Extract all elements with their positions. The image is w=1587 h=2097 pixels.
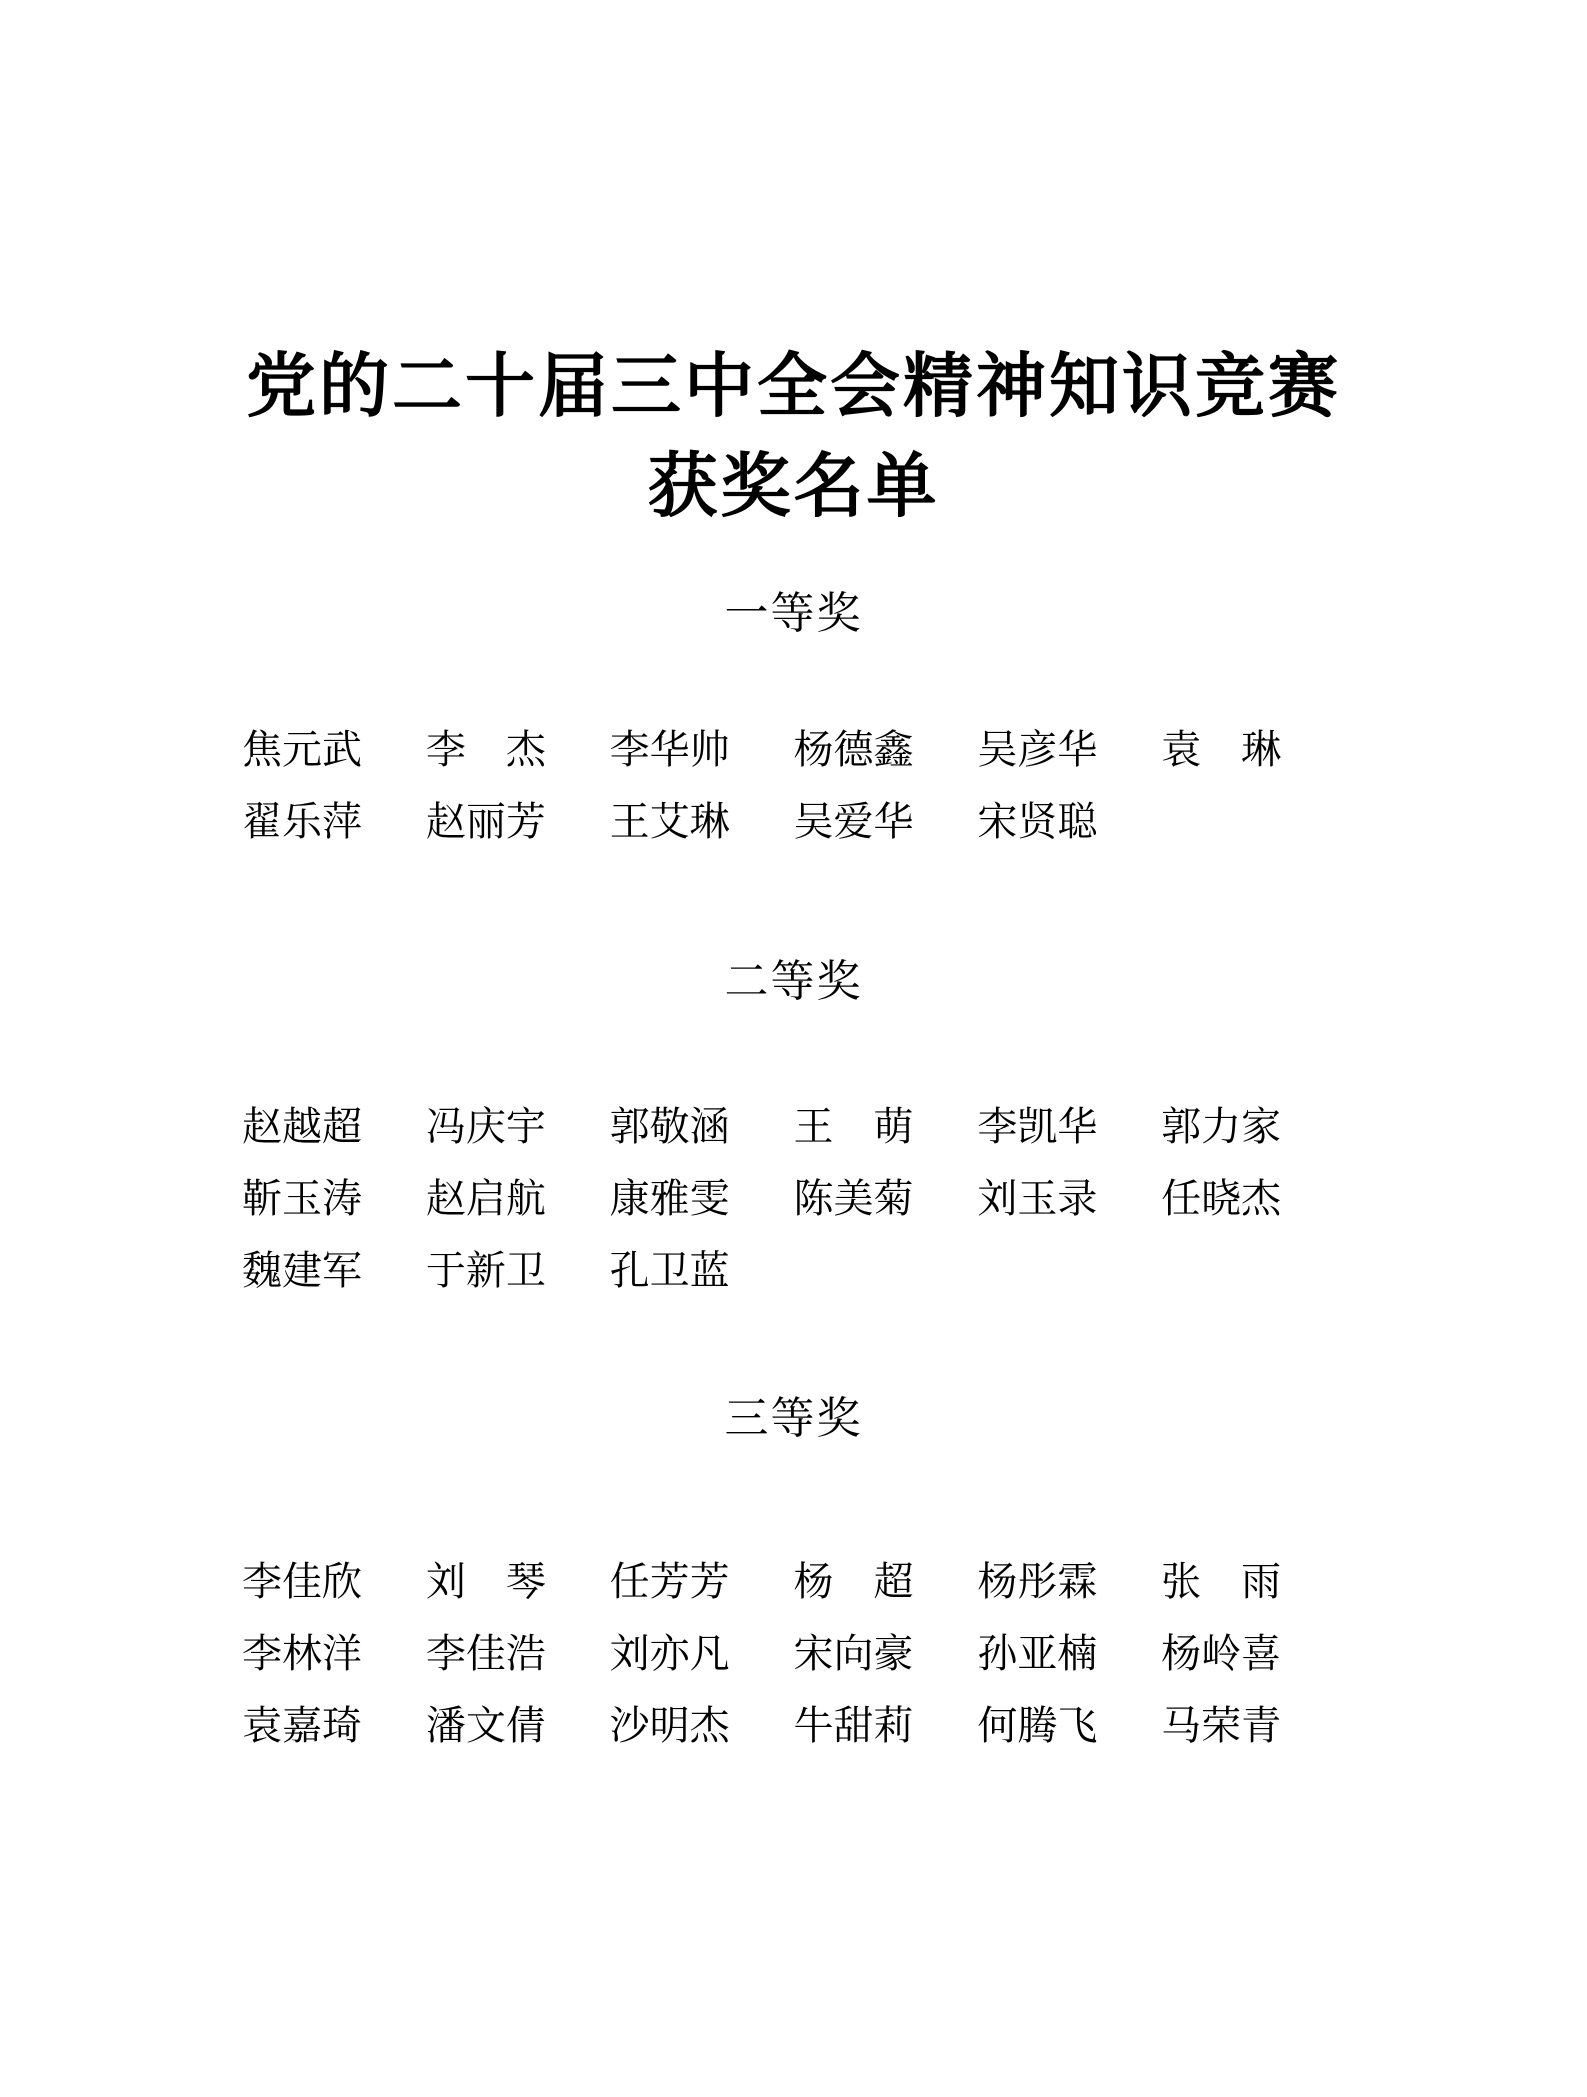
winner-name: 李华帅 <box>609 727 730 772</box>
section-third-prize <box>242 1389 1345 1762</box>
winner-name: 李佳浩 <box>425 1631 546 1676</box>
winner-name: 杨岭喜 <box>1161 1631 1282 1676</box>
winner-name: 魏建军 <box>242 1248 362 1293</box>
section-second-prize <box>242 952 1345 1307</box>
winner-name: 刘玉录 <box>977 1176 1098 1221</box>
winner-name: 何腾飞 <box>977 1703 1098 1748</box>
winner-row <box>242 1163 1345 1235</box>
winner-row <box>242 786 1345 858</box>
section-heading-second-prize: 二等奖 <box>724 957 863 1006</box>
winner-name: 王 萌 <box>793 1104 914 1149</box>
winner-row <box>242 1235 1345 1307</box>
winner-name: 李佳欣 <box>242 1559 362 1604</box>
winner-name: 孙亚楠 <box>977 1631 1098 1676</box>
winner-name: 冯庆宇 <box>425 1104 546 1149</box>
section-heading-third-prize: 三等奖 <box>724 1394 863 1443</box>
winner-name: 孔卫蓝 <box>609 1248 730 1293</box>
winner-row <box>242 1091 1345 1163</box>
winner-name: 刘亦凡 <box>609 1631 730 1676</box>
winner-name: 靳玉涛 <box>242 1176 362 1221</box>
winner-name: 于新卫 <box>425 1248 546 1293</box>
second-prize-winners <box>242 1091 1345 1307</box>
winner-name: 袁 琳 <box>1161 727 1282 772</box>
winner-name: 李林洋 <box>242 1631 362 1676</box>
document-title-line2: 获奖名单 <box>647 449 940 526</box>
winner-name: 郭敬涵 <box>609 1104 730 1149</box>
winner-name: 康雅雯 <box>609 1176 730 1221</box>
winner-name: 袁嘉琦 <box>242 1703 362 1748</box>
winner-name: 李凯华 <box>977 1104 1098 1149</box>
winner-name: 宋贤聪 <box>977 799 1098 844</box>
winner-row <box>242 714 1345 786</box>
winner-name: 刘 琴 <box>425 1559 546 1604</box>
first-prize-winners <box>242 714 1345 858</box>
winner-name: 杨德鑫 <box>793 727 914 772</box>
winner-name: 杨 超 <box>793 1559 914 1604</box>
section-heading-first-prize: 一等奖 <box>724 589 863 638</box>
winner-name: 赵丽芳 <box>425 799 546 844</box>
third-prize-winners <box>242 1546 1345 1762</box>
section-first-prize <box>242 584 1345 858</box>
winner-name: 张 雨 <box>1161 1559 1282 1604</box>
document-title <box>242 338 1345 538</box>
winner-name: 宋向豪 <box>793 1631 914 1676</box>
document-title-line1: 党的二十届三中全会精神知识竞赛 <box>246 349 1341 426</box>
winner-row <box>242 1618 1345 1690</box>
winner-name: 赵启航 <box>425 1176 546 1221</box>
document-content <box>242 338 1345 1762</box>
winner-name: 陈美菊 <box>793 1176 914 1221</box>
winner-name: 任晓杰 <box>1161 1176 1282 1221</box>
winner-name: 赵越超 <box>242 1104 362 1149</box>
winner-name: 潘文倩 <box>425 1703 546 1748</box>
winner-name: 沙明杰 <box>609 1703 730 1748</box>
winner-name: 王艾琳 <box>609 799 730 844</box>
winner-name: 翟乐萍 <box>242 799 362 844</box>
winner-name: 吴彦华 <box>977 727 1098 772</box>
winner-row <box>242 1690 1345 1762</box>
winner-name: 杨彤霖 <box>977 1559 1098 1604</box>
winner-name: 任芳芳 <box>609 1559 730 1604</box>
winner-name: 焦元武 <box>242 727 362 772</box>
winner-name: 李 杰 <box>425 727 546 772</box>
winner-name: 郭力家 <box>1161 1104 1282 1149</box>
winner-name: 吴爱华 <box>793 799 914 844</box>
winner-name: 牛甜莉 <box>793 1703 914 1748</box>
winner-name: 马荣青 <box>1161 1703 1282 1748</box>
winner-row <box>242 1546 1345 1618</box>
